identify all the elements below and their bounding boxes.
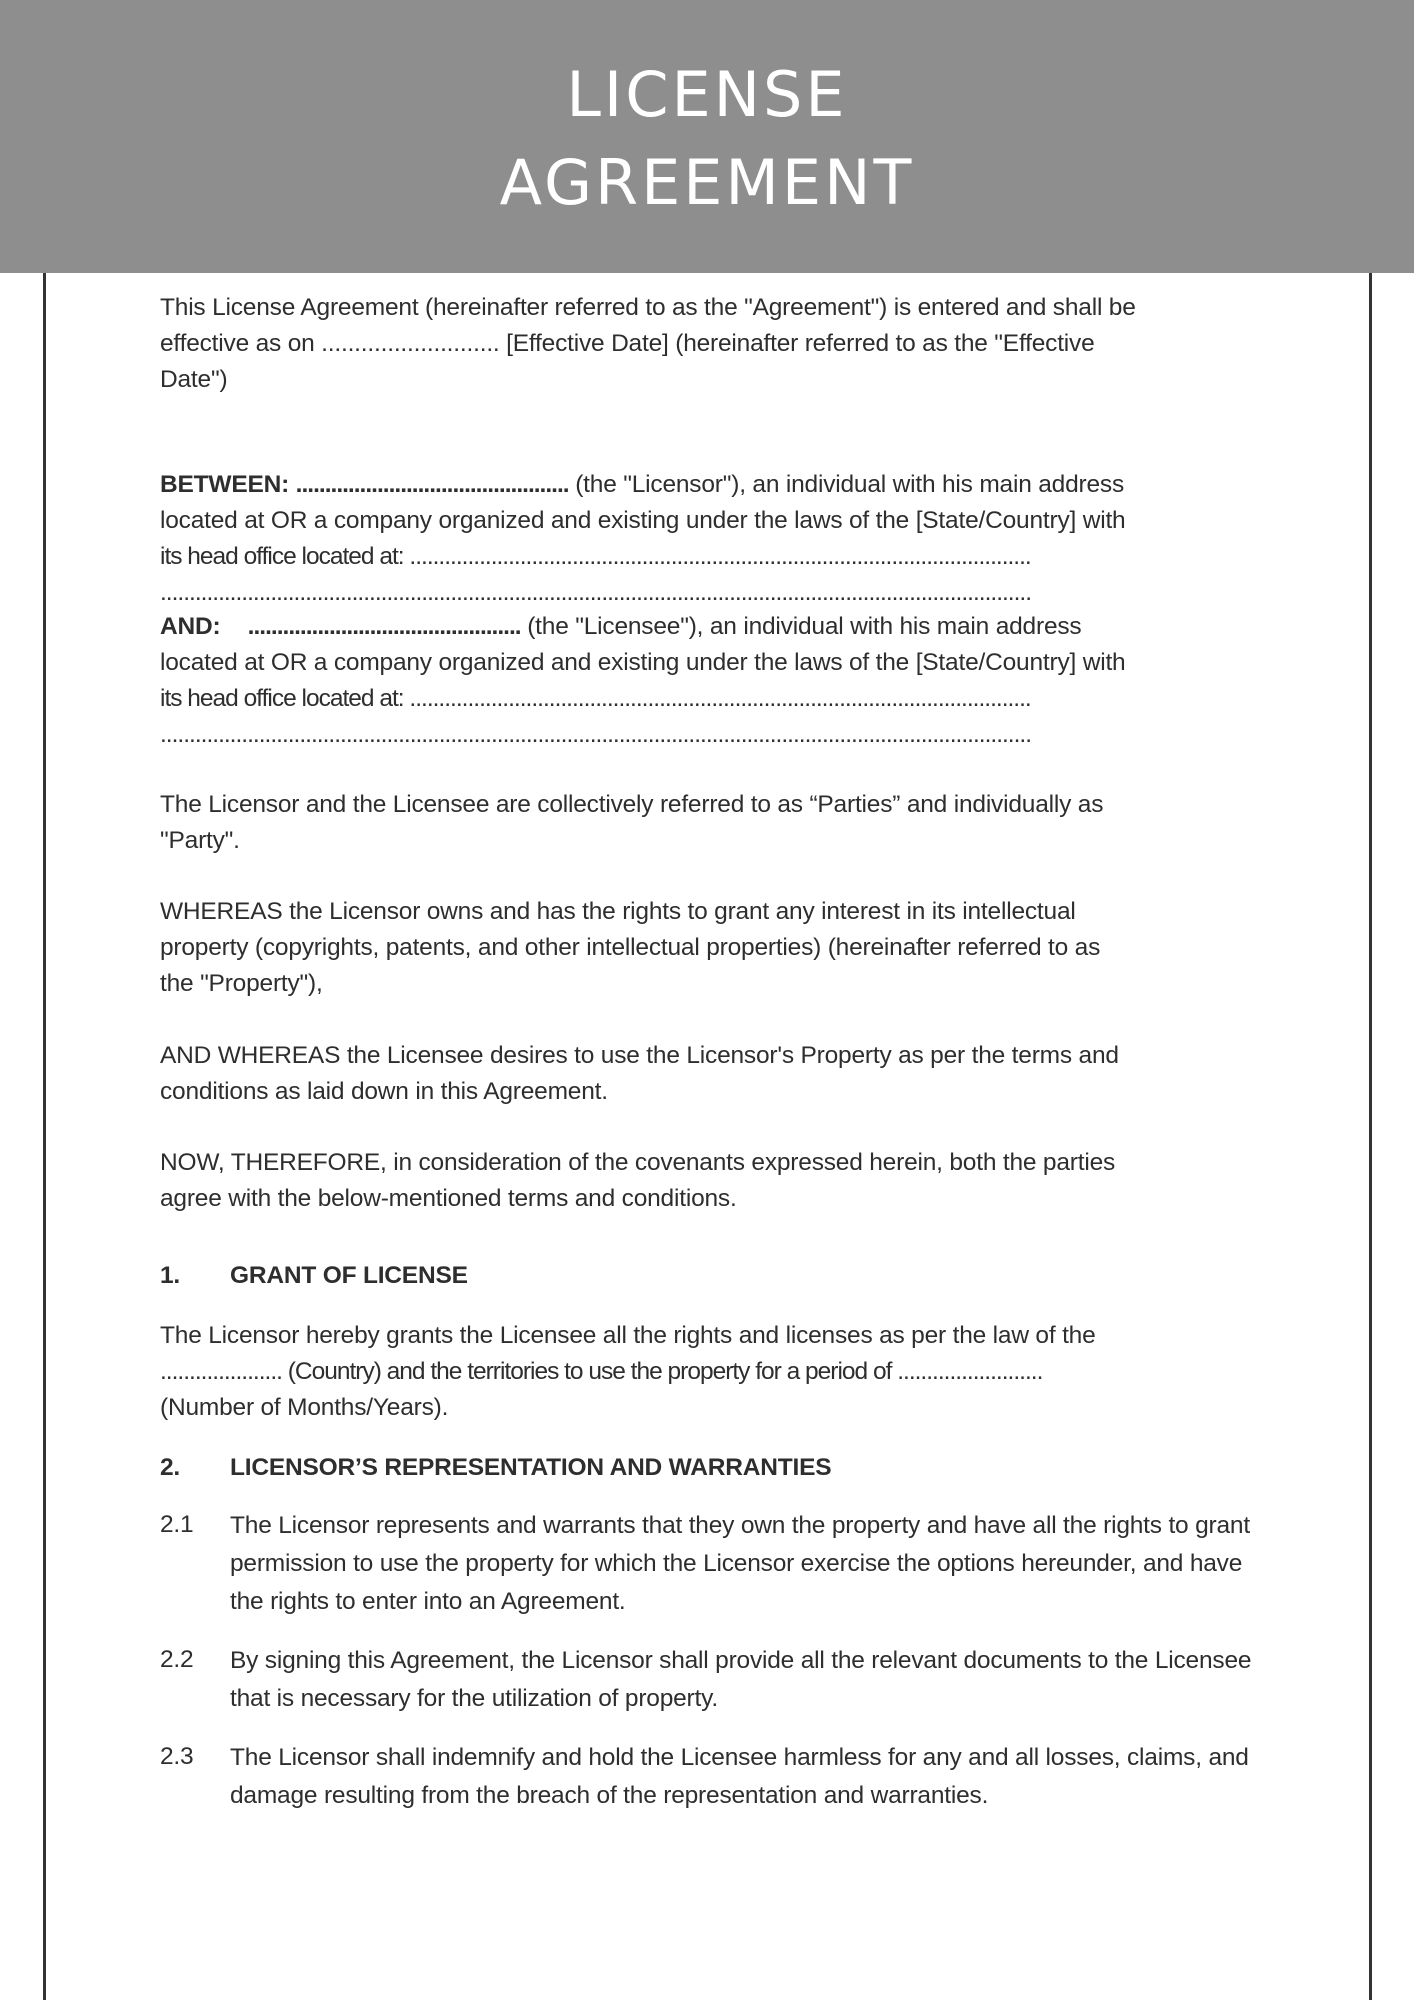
and-whereas-line: AND WHEREAS the Licensee desires to use the Licensor's Property as per the terms and <box>160 1042 1119 1069</box>
clause-text: By signing this Agreement, the Licensor shall provide all the relevant documents to the Licensee that is necessary for the utilization of property. <box>230 1647 1252 1712</box>
section-title: LICENSOR’S REPRESENTATION AND WARRANTIES <box>230 1454 832 1481</box>
intro-line: Date") <box>160 366 228 393</box>
between-address-line: its head office located at: ........................................................................................................... <box>160 543 1031 570</box>
clause-number: 2.2 <box>160 1646 194 1673</box>
clause-2-1 <box>160 1507 1260 1621</box>
page-border-right <box>1369 273 1372 2000</box>
page-border-left <box>43 273 46 2000</box>
section-number: 1. <box>160 1262 181 1289</box>
section-1-heading <box>160 1258 1260 1294</box>
title-line-2: AGREEMENT <box>499 145 915 219</box>
section-1-paragraph <box>160 1318 1260 1426</box>
and-address-line: its head office located at: ........................................................................................................... <box>160 685 1031 712</box>
section-2-heading <box>160 1450 1260 1486</box>
clause-2-2 <box>160 1642 1260 1718</box>
between-paragraph <box>160 467 1260 611</box>
intro-line: This License Agreement (hereinafter referred to as the "Agreement") is entered and shall be <box>160 294 1136 321</box>
clause-number: 2.3 <box>160 1743 194 1770</box>
now-therefore-line: NOW, THEREFORE, in consideration of the covenants expressed herein, both the parties <box>160 1149 1116 1176</box>
and-label: AND: <box>160 613 221 640</box>
parties-line: The Licensor and the Licensee are collectively referred to as “Parties” and individually as <box>160 791 1104 818</box>
section-1-line: ..................... (Country) and the territories to use the property for a period of ......................... <box>160 1358 1043 1385</box>
parties-paragraph <box>160 787 1260 859</box>
section-1-line: The Licensor hereby grants the Licensee all the rights and licenses as per the law of the <box>160 1322 1096 1349</box>
licensor-name-blank: ............................................... <box>295 471 569 498</box>
clause-number: 2.1 <box>160 1511 194 1538</box>
and-paragraph <box>160 609 1260 753</box>
whereas-line: the "Property"), <box>160 970 323 997</box>
clause-text: The Licensor shall indemnify and hold the Licensee harmless for any and all losses, claims, and damage resulting from the breach of the representation and warranties. <box>230 1744 1249 1809</box>
whereas-line: WHEREAS the Licensor owns and has the rights to grant any interest in its intellectual <box>160 898 1076 925</box>
intro-paragraph <box>160 290 1260 398</box>
title-line-1: LICENSE <box>566 57 848 131</box>
clause-text: The Licensor represents and warrants that they own the property and have all the rights to grant permission to use the property for which the Licensor exercise the options hereunder, and have the rights to enter into an Agreement. <box>230 1512 1250 1615</box>
and-line: located at OR a company organized and existing under the laws of the [State/Country] with <box>160 649 1126 676</box>
between-label: BETWEEN: <box>160 471 290 498</box>
whereas-paragraph <box>160 894 1260 1002</box>
now-therefore-paragraph <box>160 1145 1260 1217</box>
section-number: 2. <box>160 1454 181 1481</box>
between-line: located at OR a company organized and existing under the laws of the [State/Country] with <box>160 507 1126 534</box>
licensee-name-blank: ............................................... <box>247 613 521 640</box>
and-line: (the "Licensee"), an individual with his main address <box>520 613 1082 640</box>
section-title: GRANT OF LICENSE <box>230 1262 468 1289</box>
whereas-line: property (copyrights, patents, and other intellectual properties) (hereinafter referred to as <box>160 934 1101 961</box>
between-line: (the "Licensor"), an individual with his main address <box>568 471 1125 498</box>
and-whereas-line: conditions as laid down in this Agreement. <box>160 1078 608 1105</box>
now-therefore-line: agree with the below-mentioned terms and conditions. <box>160 1185 737 1212</box>
and-address-blank: ...................................................................................................................................................... <box>160 721 1032 748</box>
between-address-blank: ...................................................................................................................................................... <box>160 579 1032 606</box>
title-banner <box>0 0 1414 273</box>
section-1-line: (Number of Months/Years). <box>160 1394 449 1421</box>
clause-2-3 <box>160 1739 1260 1815</box>
parties-line: "Party". <box>160 827 240 854</box>
and-whereas-paragraph <box>160 1038 1260 1110</box>
intro-line: effective as on ........................... [Effective Date] (hereinafter referred to as the "Effective <box>160 330 1095 357</box>
